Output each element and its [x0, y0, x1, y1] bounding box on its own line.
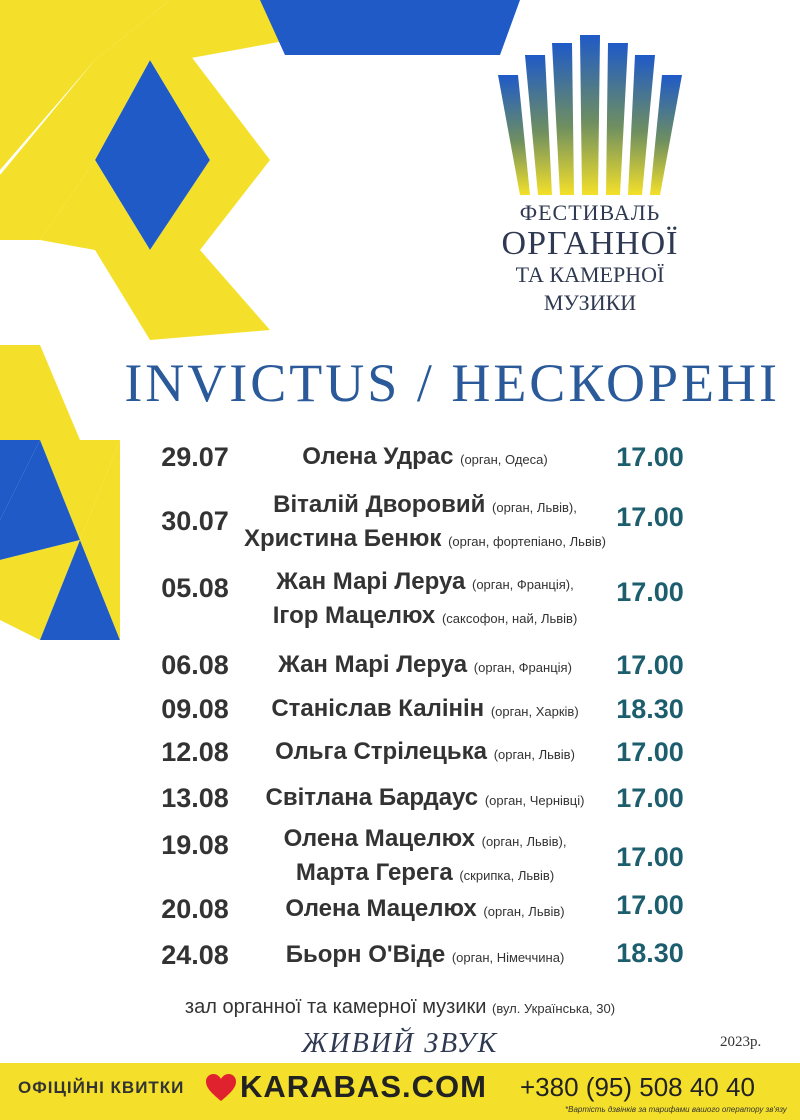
performer-name: Станіслав Калінін: [271, 695, 485, 722]
performer-note: (орган, Харків): [490, 704, 579, 719]
concert-date: 19.08: [161, 830, 229, 860]
performer-note: (орган, Німеччина): [451, 950, 565, 965]
performer-name: Ольга Стрілецька: [275, 738, 488, 765]
concert-date: 20.08: [161, 894, 229, 924]
performer-line: [240, 648, 610, 685]
festival-line-4: МУЗИКИ: [543, 290, 637, 315]
performer-note: (орган, фортепіано, Львів): [448, 534, 606, 549]
performer-note: (орган, Франція),: [472, 577, 574, 592]
performer-note: (орган, Чернівці): [484, 793, 585, 808]
concert-time: 17.00: [616, 502, 684, 532]
performer-name: Бьорн О'Віде: [285, 941, 446, 968]
performer-note: (орган, Франція): [473, 660, 572, 675]
yellow-shape-bottom-2: [150, 250, 270, 340]
concert-date: 12.08: [161, 737, 229, 767]
performer-note: (орган, Львів): [483, 904, 565, 919]
concert-time: 17.00: [616, 783, 684, 813]
heart-icon: [205, 1073, 237, 1103]
footer-bar: [0, 1063, 800, 1120]
concert-time: 17.00: [616, 650, 684, 680]
concert-time: 17.00: [616, 737, 684, 767]
concert-time: 17.00: [616, 442, 684, 472]
concert-date: 05.08: [161, 573, 229, 603]
performer-line: [240, 822, 610, 859]
performer-line: [240, 856, 610, 893]
performer-note: (орган, Одеса): [460, 452, 548, 467]
concert-date: 29.07: [161, 442, 229, 472]
phone-number[interactable]: +380 (95) 508 40 40: [520, 1072, 755, 1102]
performer-name: Марта Герега: [295, 859, 453, 886]
performer-note: (скрипка, Львів): [459, 868, 555, 883]
concert-date: 24.08: [161, 940, 229, 970]
performer-name: Віталій Дворовий: [273, 491, 486, 518]
official-tickets-label: ОФІЦІЙНІ КВИТКИ: [18, 1078, 185, 1097]
performer-name: Олена Удрас: [302, 443, 454, 470]
performer-note: (саксофон, най, Львів): [441, 611, 578, 626]
performer-line: [240, 440, 610, 477]
performer-line: [240, 938, 610, 975]
performer-name: Христина Бенюк: [244, 525, 442, 552]
concert-date: 06.08: [161, 650, 229, 680]
performer-line: [240, 522, 610, 559]
performer-line: [240, 565, 610, 602]
venue-line: [0, 996, 800, 1019]
concert-time: 17.00: [616, 842, 684, 872]
performer-line: [240, 892, 610, 929]
venue-address: (вул. Українська, 30): [492, 1001, 616, 1016]
festival-line-2: ОРГАННОЇ: [501, 225, 679, 262]
page-title: INVICTUS / НЕСКОРЕНІ: [124, 353, 780, 413]
performer-line: [240, 735, 610, 772]
concert-time: 18.30: [616, 938, 684, 968]
concert-time: 17.00: [616, 890, 684, 920]
blue-band-top: [260, 0, 520, 55]
performer-note: (орган, Львів),: [492, 500, 577, 515]
venue-name: зал органної та камерної музики: [184, 996, 487, 1018]
performer-line: [240, 488, 610, 525]
year-label: 2023р.: [720, 1034, 762, 1050]
festival-line-3: ТА КАМЕРНОЇ: [515, 262, 665, 287]
performer-name: Світлана Бардаус: [265, 784, 479, 811]
concert-time: 18.30: [616, 694, 684, 724]
performer-name: Жан Марі Леруа: [276, 568, 466, 595]
performer-line: [240, 599, 610, 636]
karabas-link[interactable]: KARABAS.COM: [240, 1069, 487, 1104]
performer-name: Жан Марі Леруа: [278, 651, 468, 678]
tagline: ЖИВИЙ ЗВУК: [301, 1028, 499, 1059]
performer-note: (орган, Львів): [493, 747, 575, 762]
call-cost-note: *Вартість дзвінків за тарифами вашого оператору зв'язу: [565, 1105, 787, 1114]
performer-name: Ігор Мацелюх: [272, 602, 436, 629]
organ-pipes-logo: [490, 35, 690, 205]
performer-name: Олена Мацелюх: [285, 895, 477, 922]
concert-date: 09.08: [161, 694, 229, 724]
performer-note: (орган, Львів),: [481, 834, 567, 849]
performer-line: [240, 781, 610, 818]
festival-line-1: ФЕСТИВАЛЬ: [519, 200, 661, 225]
performer-name: Олена Мацелюх: [283, 825, 475, 852]
concert-date: 30.07: [161, 506, 229, 536]
performer-line: [240, 692, 610, 729]
concert-time: 17.00: [616, 577, 684, 607]
concert-date: 13.08: [161, 783, 229, 813]
